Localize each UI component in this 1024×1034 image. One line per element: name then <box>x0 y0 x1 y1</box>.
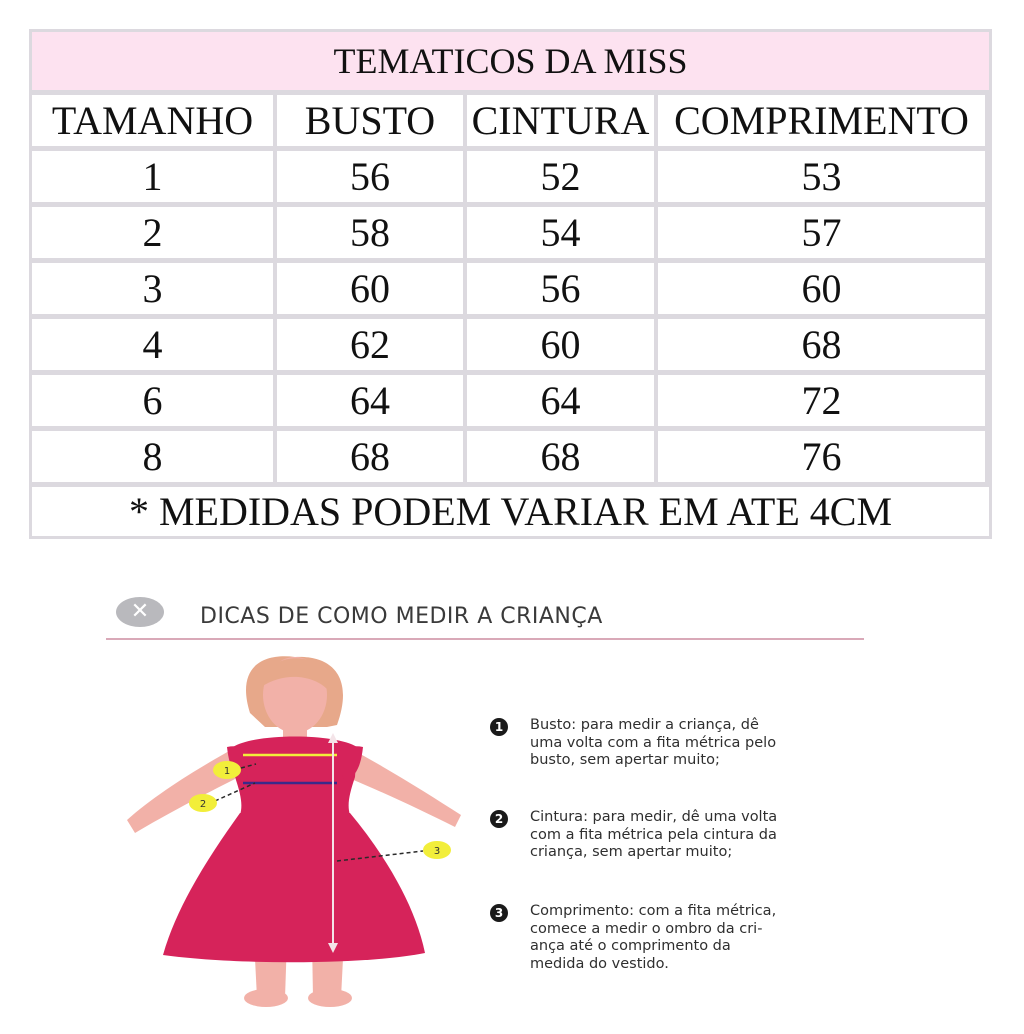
cell-cintura: 64 <box>467 375 654 426</box>
tip-number-3: 3 <box>490 904 508 922</box>
cell-busto: 68 <box>277 431 463 482</box>
cell-tamanho: 6 <box>32 375 273 426</box>
close-icon[interactable]: ✕ <box>116 597 164 627</box>
table-title: TEMATICOS DA MISS <box>32 32 989 90</box>
table-row <box>32 431 989 482</box>
marker-2-label: 2 <box>199 799 207 810</box>
tip-number-2: 2 <box>490 810 508 828</box>
table-row <box>32 151 989 202</box>
tip-text-comprimento: Comprimento: com a fita métrica, comece a medir o ombro da cri- ança até o comprimento da medida do vestido. <box>530 903 777 972</box>
cell-busto: 56 <box>277 151 463 202</box>
cell-tamanho: 1 <box>32 151 273 202</box>
table-note: * MEDIDAS PODEM VARIAR EM ATE 4CM <box>32 487 989 536</box>
table-row <box>32 263 989 314</box>
cell-busto: 62 <box>277 319 463 370</box>
cell-busto: 60 <box>277 263 463 314</box>
guide-title: DICAS DE COMO MEDIR A CRIANÇA <box>200 604 603 629</box>
tip-busto <box>490 717 870 770</box>
table-title-row <box>32 32 989 90</box>
tip-text-busto: Busto: para medir a criança, dê uma volta com a fita métrica pelo busto, sem apertar muito; <box>530 717 777 768</box>
tip-comprimento <box>490 903 870 973</box>
header-busto: BUSTO <box>277 95 463 146</box>
table-note-row <box>32 487 989 536</box>
table-header-row <box>32 95 989 146</box>
header-tamanho: TAMANHO <box>32 95 273 146</box>
table-row <box>32 207 989 258</box>
cell-cintura: 52 <box>467 151 654 202</box>
guide-divider <box>106 638 864 640</box>
cell-comprimento: 68 <box>658 319 985 370</box>
cell-comprimento: 72 <box>658 375 985 426</box>
cell-busto: 64 <box>277 375 463 426</box>
size-table <box>29 29 992 539</box>
child-illustration <box>115 655 485 1020</box>
tip-number-1: 1 <box>490 718 508 736</box>
tip-cintura <box>490 809 870 862</box>
cell-tamanho: 3 <box>32 263 273 314</box>
cell-busto: 58 <box>277 207 463 258</box>
marker-1-label: 1 <box>223 766 231 777</box>
cell-comprimento: 76 <box>658 431 985 482</box>
cell-comprimento: 60 <box>658 263 985 314</box>
header-comprimento: COMPRIMENTO <box>658 95 985 146</box>
header-cintura: CINTURA <box>467 95 654 146</box>
cell-cintura: 60 <box>467 319 654 370</box>
tip-text-cintura: Cintura: para medir, dê uma volta com a fita métrica pela cintura da criança, sem apertar muito; <box>530 809 778 860</box>
cell-tamanho: 8 <box>32 431 273 482</box>
cell-cintura: 56 <box>467 263 654 314</box>
cell-cintura: 54 <box>467 207 654 258</box>
measuring-guide <box>0 560 1024 1034</box>
table-row <box>32 319 989 370</box>
cell-comprimento: 53 <box>658 151 985 202</box>
cell-tamanho: 4 <box>32 319 273 370</box>
cell-cintura: 68 <box>467 431 654 482</box>
table-row <box>32 375 989 426</box>
cell-comprimento: 57 <box>658 207 985 258</box>
cell-tamanho: 2 <box>32 207 273 258</box>
marker-3-label: 3 <box>433 846 441 857</box>
